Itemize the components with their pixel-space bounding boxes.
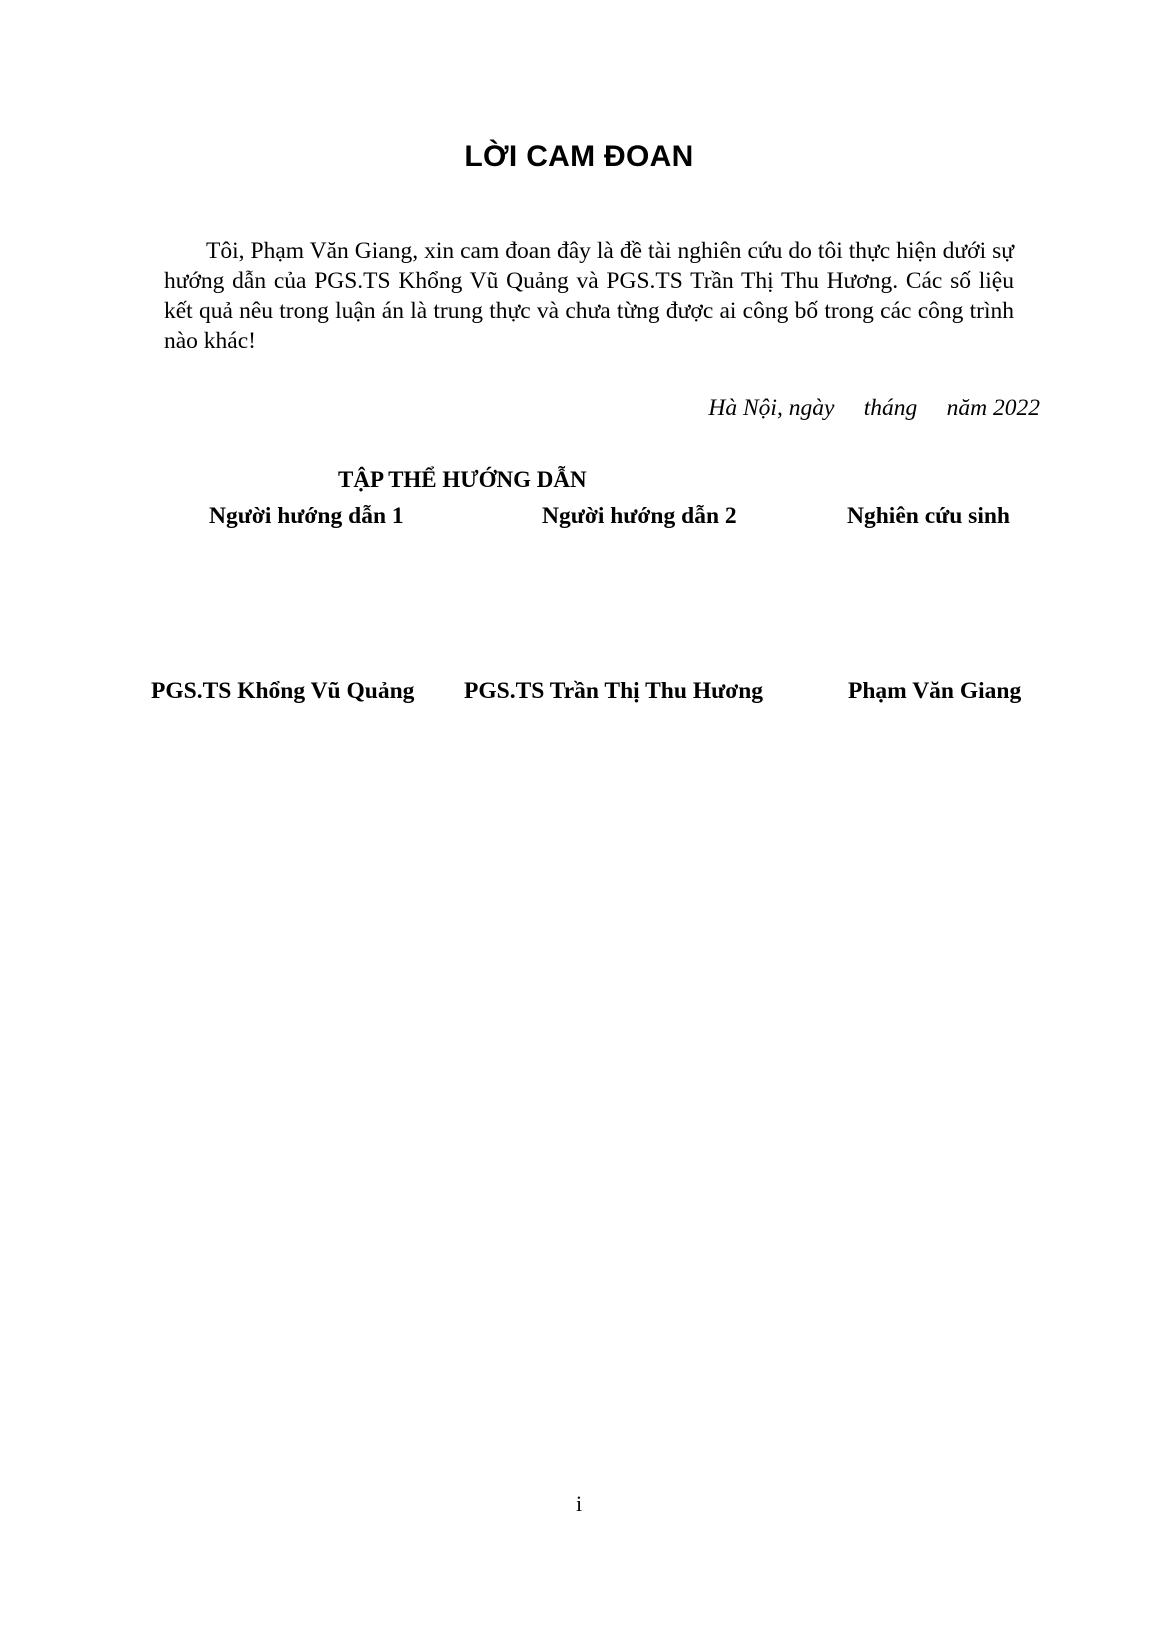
supervisors-heading: TẬP THỂ HƯỚNG DẪN [338,467,587,492]
supervisor-2-name: PGS.TS Trần Thị Thu Hương [464,678,764,704]
page-number: i [575,1491,583,1516]
candidate-name: Phạm Văn Giang [848,678,1022,704]
date-line: Hà Nội, ngày tháng năm 2022 [708,395,1040,421]
declaration-paragraph: Tôi, Phạm Văn Giang, xin cam đoan đây là đề tài nghiên cứu do tôi thực hiện dưới sự hướng dẫn của PGS.TS Khổng Vũ Quảng và PGS.TS Trần Thị Thu Hương. Các số liệu kết quả nêu trong luận án là trung thực và chưa từng được ai công bố trong các công trình nào khác! [164,238,1014,354]
candidate-role: Nghiên cứu sinh [847,503,1010,529]
supervisor-1-role: Người hướng dẫn 1 [209,503,404,529]
supervisor-2-role: Người hướng dẫn 2 [542,503,737,529]
supervisor-1-name: PGS.TS Khổng Vũ Quảng [151,678,415,704]
page-title: LỜI CAM ĐOAN [464,140,694,173]
